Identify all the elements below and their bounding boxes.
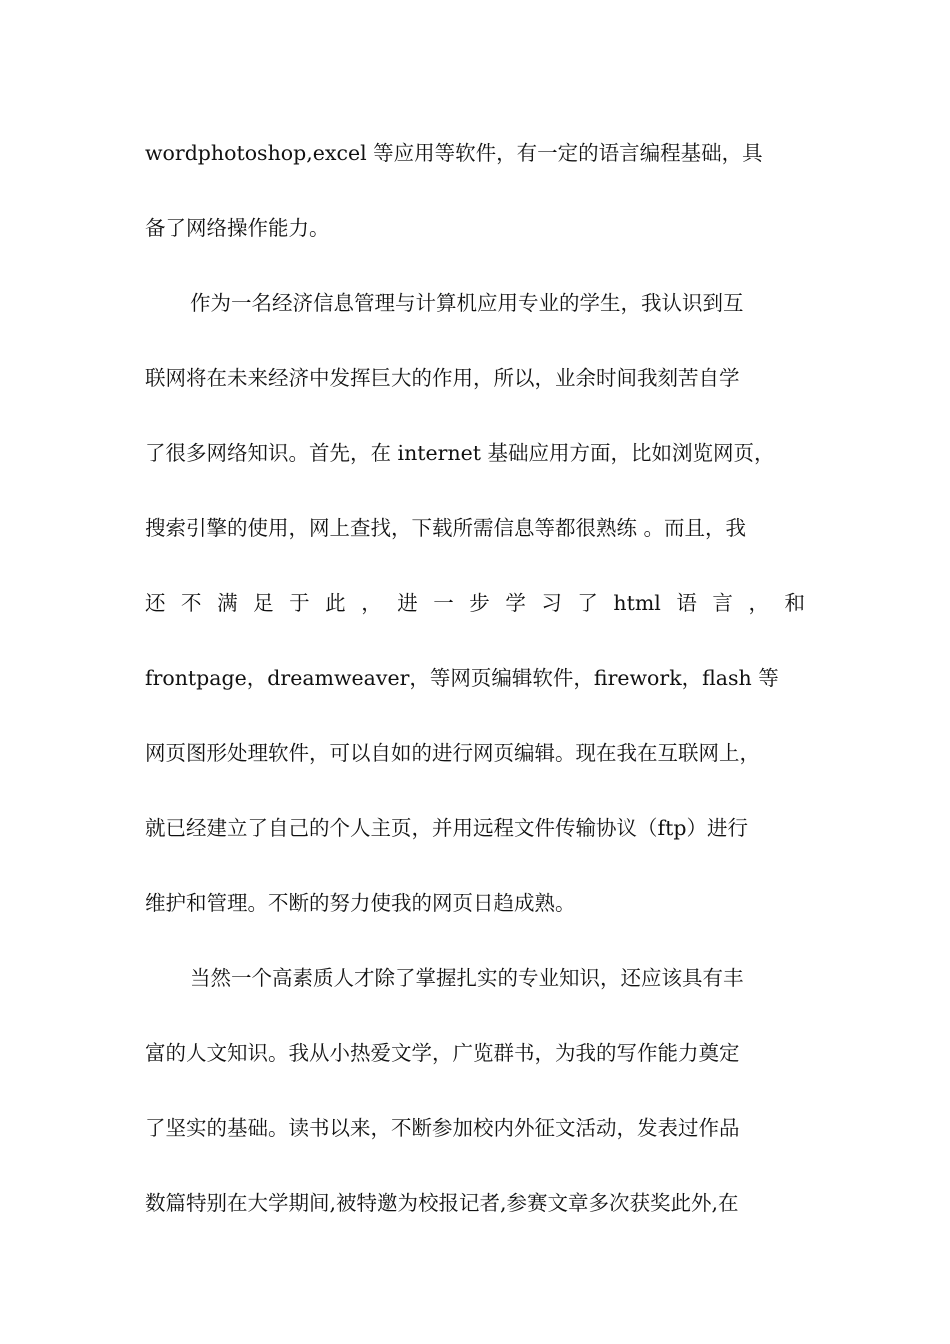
- text-line: 搜索引擎的使用，网上查找，下载所需信息等都很熟练 。而且，我: [145, 516, 747, 540]
- justified-token: 一: [433, 591, 454, 615]
- text-line: 备了网络操作能力。: [145, 216, 330, 240]
- text-line: 了很多网络知识。首先，在 internet 基础应用方面，比如浏览网页，: [145, 441, 775, 465]
- justified-token: html: [613, 591, 661, 615]
- justified-token: 步: [469, 591, 490, 615]
- document-body: [145, 133, 805, 1258]
- text-line: 网页图形处理软件，可以自如的进行网页编辑。现在我在互联网上，: [145, 741, 760, 765]
- justified-token: 此: [325, 591, 346, 615]
- text-line: 富的人文知识。我从小热爱文学，广览群书，为我的写作能力奠定: [145, 1041, 740, 1065]
- justified-token: 于: [289, 591, 310, 615]
- text-line: 维护和管理。不断的努力使我的网页日趋成熟。: [145, 891, 576, 915]
- justified-token: 习: [541, 591, 562, 615]
- text-line: 联网将在未来经济中发挥巨大的作用，所以，业余时间我刻苦自学: [145, 366, 740, 390]
- text-line: 数篇特别在大学期间,被特邀为校报记者,参赛文章多次获奖此外,在: [145, 1191, 739, 1215]
- justified-token: ，: [361, 591, 382, 615]
- justified-token: 还: [145, 591, 166, 615]
- justified-token: 和: [784, 591, 805, 615]
- justified-token: 语: [676, 591, 697, 615]
- text-line: 了坚实的基础。读书以来，不断参加校内外征文活动，发表过作品: [145, 1116, 740, 1140]
- text-line: frontpage，dreamweaver，等网页编辑软件，firework，flash 等: [145, 666, 779, 690]
- justified-token: 足: [253, 591, 274, 615]
- justified-text-line: [145, 583, 805, 658]
- justified-token: 满: [217, 591, 238, 615]
- justified-token: 言: [712, 591, 733, 615]
- justified-token: ，: [748, 591, 769, 615]
- text-line: 就已经建立了自己的个人主页，并用远程文件传输协议（ftp）进行: [145, 816, 748, 840]
- justified-token: 学: [505, 591, 526, 615]
- paragraph-start-line: 作为一名经济信息管理与计算机应用专业的学生，我认识到互: [190, 291, 744, 315]
- text-line: wordphotoshop,excel 等应用等软件，有一定的语言编程基础，具: [145, 141, 763, 165]
- justified-token: 不: [181, 591, 202, 615]
- paragraph-start-line: 当然一个高素质人才除了掌握扎实的专业知识，还应该具有丰: [190, 966, 744, 990]
- justified-token: 进: [397, 591, 418, 615]
- justified-token: 了: [577, 591, 598, 615]
